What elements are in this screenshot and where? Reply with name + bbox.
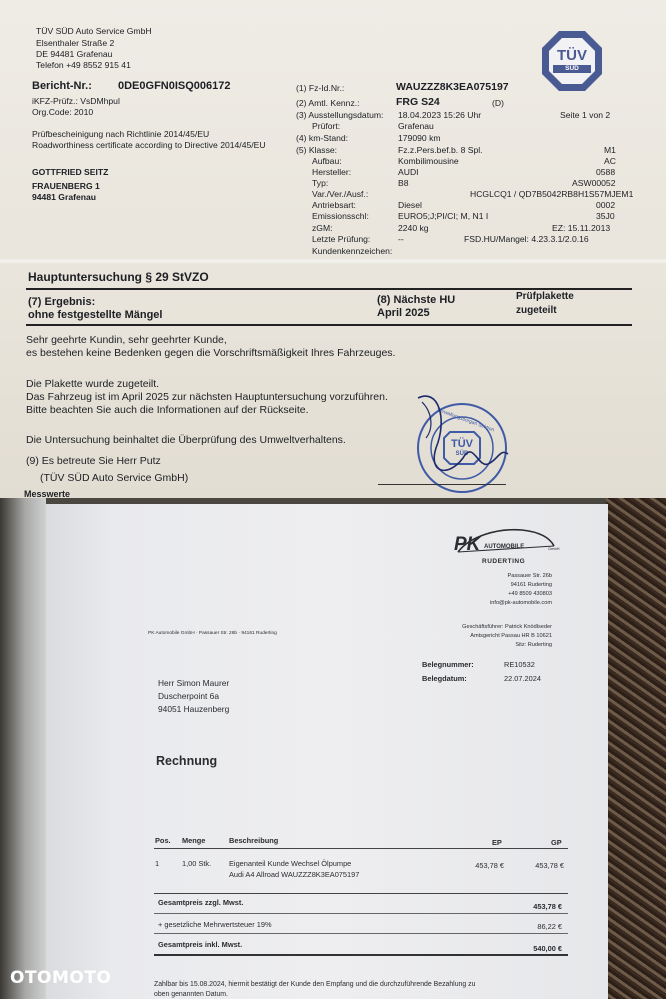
vat-label: + gesetzliche Mehrwertsteuer 19% [158, 920, 272, 929]
body-line: Sehr geehrte Kundin, sehr geehrter Kunde, [26, 334, 227, 346]
logo-city-text: RUDERTING [482, 558, 526, 565]
next-hu-label: (8) Nächste HU [377, 294, 456, 306]
row-desc: Eigenanteil Kunde Wechsel Ölpumpe [229, 859, 352, 868]
field-label: Hersteller: [312, 167, 352, 177]
recipient-line: Duscherpoint 6a [158, 691, 219, 701]
invoice-title: Rechnung [156, 754, 218, 768]
body-line: Das Fahrzeug ist im April 2025 zur nächsten Hauptuntersuchung vorzuführen. [26, 391, 388, 403]
row-gp: 453,78 € [535, 861, 564, 870]
field-code: 0002 [596, 200, 616, 210]
total-gross-label: Gesamtpreis inkl. Mwst. [158, 940, 243, 949]
field-code: AC [604, 156, 616, 166]
col-pos: Pos. [155, 836, 171, 845]
tuv-sud-logo [540, 29, 604, 93]
field-value: EURO5;J;PI/CI; M, N1 I [398, 211, 489, 221]
first-registration: EZ: 15.11.2013 [552, 223, 611, 233]
total-net-label: Gesamtpreis zzgl. Mwst. [158, 898, 244, 907]
field-value: 2240 kg [398, 223, 429, 233]
field-code: 0588 [596, 167, 616, 177]
plastic-sleeve-edge [0, 498, 46, 999]
logo-automobile-text: AUTOMOBILE [484, 544, 525, 550]
field-value: AUDI [398, 167, 419, 177]
field-label: (4) km-Stand: [296, 133, 349, 143]
sender-company: TÜV SÜD Auto Service GmbH [36, 26, 152, 36]
field-value: 179090 km [398, 133, 441, 143]
total-gross-value: 540,00 € [533, 944, 562, 953]
sender-address-line: Passauer Str. 26b [507, 573, 552, 579]
field-value: Grafenau [398, 121, 434, 131]
company-info-line: Sitz: Ruderting [515, 642, 552, 648]
field-label: Var./Ver./Ausf.: [312, 189, 369, 199]
vin-value: WAUZZZ8K3EA075197 [396, 81, 509, 93]
stamp-tuv-text: TÜV [451, 438, 473, 450]
tuv-inspection-report [0, 0, 666, 498]
field-label: Typ: [312, 178, 329, 188]
invoice-photo [0, 498, 666, 999]
field-label: (2) Amtl. Kennz.: [296, 98, 360, 108]
report-number: 0DE0GFN0ISQ006172 [118, 80, 231, 92]
field-label: Emissionsschl: [312, 211, 369, 221]
recipient-line: Herr Simon Maurer [158, 678, 230, 688]
sender-phone: Telefon +49 8552 915 41 [36, 60, 131, 70]
field-label: (5) Klasse: [296, 145, 338, 155]
org-code: Org.Code: 2010 [32, 107, 94, 117]
body-line: Die Plakette wurde zugeteilt. [26, 378, 160, 390]
inspector-company: (TÜV SÜD Auto Service GmbH) [40, 472, 189, 484]
field-label: Letzte Prüfung: [312, 234, 371, 244]
defect-codes: FSD.HU/Mangel: 4.23.3.1/2.0.16 [464, 234, 589, 244]
doc-date-value: 22.07.2024 [504, 674, 541, 683]
inspector-note: (9) Es betreute Sie Herr Putz [26, 455, 161, 467]
sender-address-line: info@pk-automobile.com [490, 600, 552, 606]
col-gp: GP [551, 838, 562, 847]
stamp-ring-text: Verwaltungssorgan Sektion [435, 407, 495, 434]
field-code: M1 [604, 145, 616, 155]
next-hu-value: April 2025 [377, 307, 430, 319]
signature [408, 378, 518, 488]
recipient-line: 94051 Hauzenberg [158, 704, 230, 714]
field-value: HCGLCQ1 / QD7B5042RB8H1S57MJEM1 [470, 189, 634, 199]
invoice-paper [46, 504, 608, 999]
doc-number-label: Belegnummer: [422, 660, 474, 669]
sender-address-line: +49 8509 430803 [508, 591, 552, 597]
field-value: Diesel [398, 200, 422, 210]
field-label: Antriebsart: [312, 200, 356, 210]
sender-address-line: 94161 Ruderting [510, 582, 552, 588]
field-label: Prüfort: [312, 121, 341, 131]
company-info-line: Geschäftsführer: Patrick Knödlseder [462, 624, 552, 630]
field-label: zGM: [312, 223, 333, 233]
plakette-value: zugeteilt [516, 305, 557, 316]
field-label: (1) Fz-Id.Nr.: [296, 83, 345, 93]
col-desc: Beschreibung [229, 836, 279, 845]
doc-number-value: RE10532 [504, 660, 535, 669]
field-code: 35J0 [596, 211, 615, 221]
recipient-city: 94481 Grafenau [32, 192, 97, 202]
logo-pk-text: PK [454, 534, 481, 555]
page-indicator: Seite 1 von 2 [560, 110, 611, 120]
body-line: Bitte beachten Sie auch die Informationen auf der Rückseite. [26, 404, 309, 416]
logo-tuv-text: TÜV [557, 47, 587, 64]
footer-payment-line: oben genannten Datum. [154, 991, 228, 998]
background-carpet [606, 498, 666, 999]
inspector-id: iKFZ-Prüfz.: VsDMhpul [32, 96, 120, 106]
field-value: B8 [398, 178, 409, 188]
measurements-label: Messwerte [24, 489, 71, 498]
doc-date-label: Belegdatum: [422, 674, 467, 683]
recipient-name: GOTTFRIED SEITZ [32, 167, 109, 177]
logo-sud-text: SÜD [565, 65, 579, 72]
sender-city: DE 94481 Grafenau [36, 49, 113, 59]
footer-payment-line: Zahlbar bis 15.08.2024, hiermit bestätigt der Kunde den Empfang und die durchzuführende Bezahlung zu [154, 981, 476, 988]
company-info-line: Amtsgericht Passau HR B 10621 [470, 633, 552, 639]
field-label: (3) Ausstellungsdatum: [296, 110, 384, 120]
result-label: (7) Ergebnis: [28, 296, 96, 308]
logo-gmbh-text: GmbH [548, 546, 560, 551]
report-number-label: Bericht-Nr.: [32, 80, 92, 92]
vat-value: 86,22 € [537, 922, 562, 931]
plate-value: FRG S24 [396, 96, 440, 108]
row-desc-detail: Audi A4 Allroad WAUZZZ8K3EA075197 [229, 870, 360, 879]
col-qty: Menge [182, 836, 206, 845]
field-value: Fz.z.Pers.bef.b. 8 Spl. [398, 145, 483, 155]
field-value: -- [398, 234, 404, 244]
recipient-street: FRAUENBERG 1 [32, 181, 100, 191]
result-value: ohne festgestellte Mängel [28, 309, 163, 321]
row-pos: 1 [155, 859, 160, 868]
total-net-value: 453,78 € [533, 902, 562, 911]
row-ep: 453,78 € [475, 861, 504, 870]
body-line: Die Untersuchung beinhaltet die Überprüfung des Umweltverhaltens. [26, 434, 346, 446]
field-code: ASW00052 [572, 178, 616, 188]
sender-street: Elsenthaler Straße 2 [36, 38, 115, 48]
section-title: Hauptuntersuchung § 29 StVZO [28, 270, 209, 284]
plate-country: (D) [492, 98, 504, 108]
stamp-sud-text: SÜD [455, 451, 469, 457]
body-line: es bestehen keine Bedenken gegen die Vorschriftsmäßigkeit Ihres Fahrzeuges. [26, 347, 396, 359]
field-label: Kundenkennzeichen: [312, 246, 393, 256]
plakette-label: Prüfplakette [516, 291, 574, 302]
certificate-de: Prüfbescheinigung nach Richtlinie 2014/45/EU [32, 129, 210, 139]
otomoto-watermark: OTOMOTO [10, 968, 112, 988]
col-ep: EP [492, 838, 502, 847]
field-label: Aufbau: [312, 156, 342, 166]
row-qty: 1,00 Stk. [182, 859, 212, 868]
pk-automobile-logo [450, 522, 570, 578]
field-value: Kombilimousine [398, 156, 459, 166]
return-address: PK Automobile GmbH · Passauer Str. 26b · 94161 Ruderting [148, 631, 277, 636]
field-value: 18.04.2023 15:26 Uhr [398, 110, 482, 120]
certificate-en: Roadworthiness certificate according to Directive 2014/45/EU [32, 140, 266, 150]
